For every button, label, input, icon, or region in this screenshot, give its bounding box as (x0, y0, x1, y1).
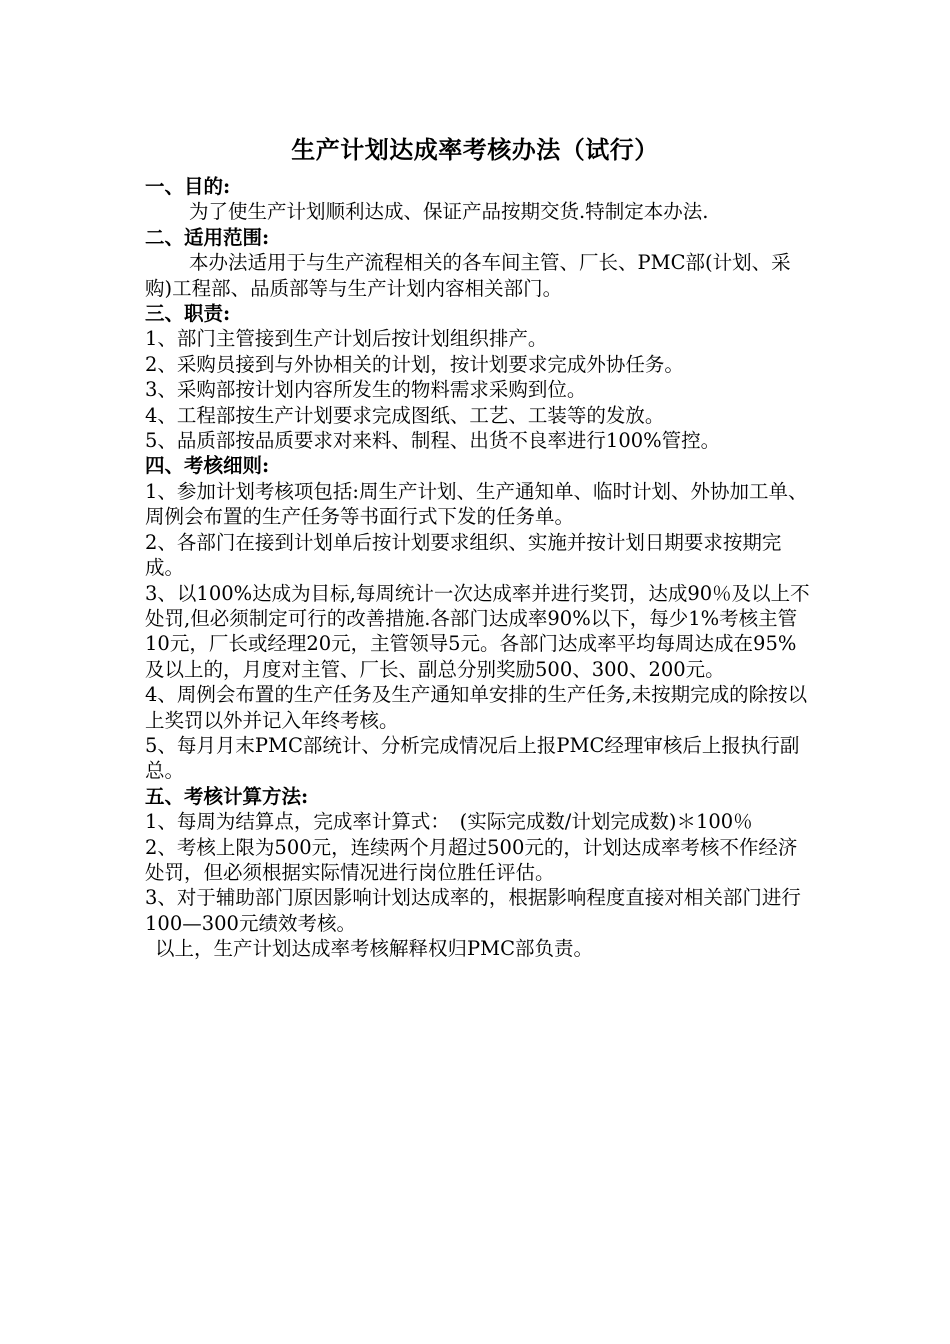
section-heading-calculation: 五、考核计算方法: (145, 784, 309, 808)
duty-item: 2、采购员接到与外协相关的计划，按计划要求完成外协任务。 (145, 352, 684, 376)
closing-statement: 以上，生产计划达成率考核解释权归PMC部负责。 (155, 937, 594, 961)
rule-item: 5、每月月末PMC部统计、分析完成情况后上报PMC经理审核后上报执行副总。 (145, 733, 800, 783)
purpose-text: 为了使生产计划顺利达成、保证产品按期交货.特制定本办法. (189, 200, 709, 224)
document-body (145, 174, 810, 962)
section-heading-duties: 三、职责: (145, 302, 231, 326)
duty-item: 3、采购部按计划内容所发生的物料需求采购到位。 (145, 378, 587, 402)
duty-item: 4、工程部按生产计划要求完成图纸、工艺、工装等的发放。 (145, 403, 665, 427)
section-heading-scope: 二、适用范围: (145, 225, 270, 249)
section-heading-purpose: 一、目的: (145, 175, 231, 198)
rule-item: 3、以100%达成为目标,每周统计一次达成率并进行奖罚，达成90％及以上不处罚,但必须制定可行的改善措施.各部门达成率90%以下，每少1%考核主管10元，厂长或经理20元，主管领导5元。各部门达成率平均每周达成在95%及以上的，月度对主管、厂长、副总分别奖励500、300、200元。 (145, 581, 810, 681)
document-title: 生产计划达成率考核办法（试行） (291, 135, 659, 164)
calculation-item: 3、对于辅助部门原因影响计划达成率的，根据影响程度直接对相关部门进行100—300元绩效考核。 (145, 886, 801, 935)
calculation-item: 1、每周为结算点，完成率计算式： (实际完成数/计划完成数)＊100％ (145, 810, 753, 834)
rule-item: 1、参加计划考核项包括:周生产计划、生产通知单、临时计划、外协加工单、周例会布置的生产任务等书面行式下发的任务单。 (145, 479, 808, 529)
scope-text: 本办法适用于与生产流程相关的各车间主管、厂长、PMC部(计划、采购)工程部、品质部等与生产计划内容相关部门。 (145, 251, 791, 300)
rule-item: 2、各部门在接到计划单后按计划要求组织、实施并按计划日期要求按期完成。 (145, 530, 782, 580)
section-heading-rules: 四、考核细则: (145, 454, 270, 478)
duty-item: 1、部门主管接到生产计划后按计划组织排产。 (145, 327, 548, 351)
duty-item: 5、品质部按品质要求对来料、制程、出货不良率进行100%管控。 (145, 429, 721, 453)
rule-item: 4、周例会布置的生产任务及生产通知单安排的生产任务,未按期完成的除按以上奖罚以外并记入年终考核。 (145, 683, 808, 732)
calculation-item: 2、考核上限为500元，连续两个月超过500元的，计划达成率考核不作经济处罚，但必须根据实际情况进行岗位胜任评估。 (145, 835, 798, 884)
